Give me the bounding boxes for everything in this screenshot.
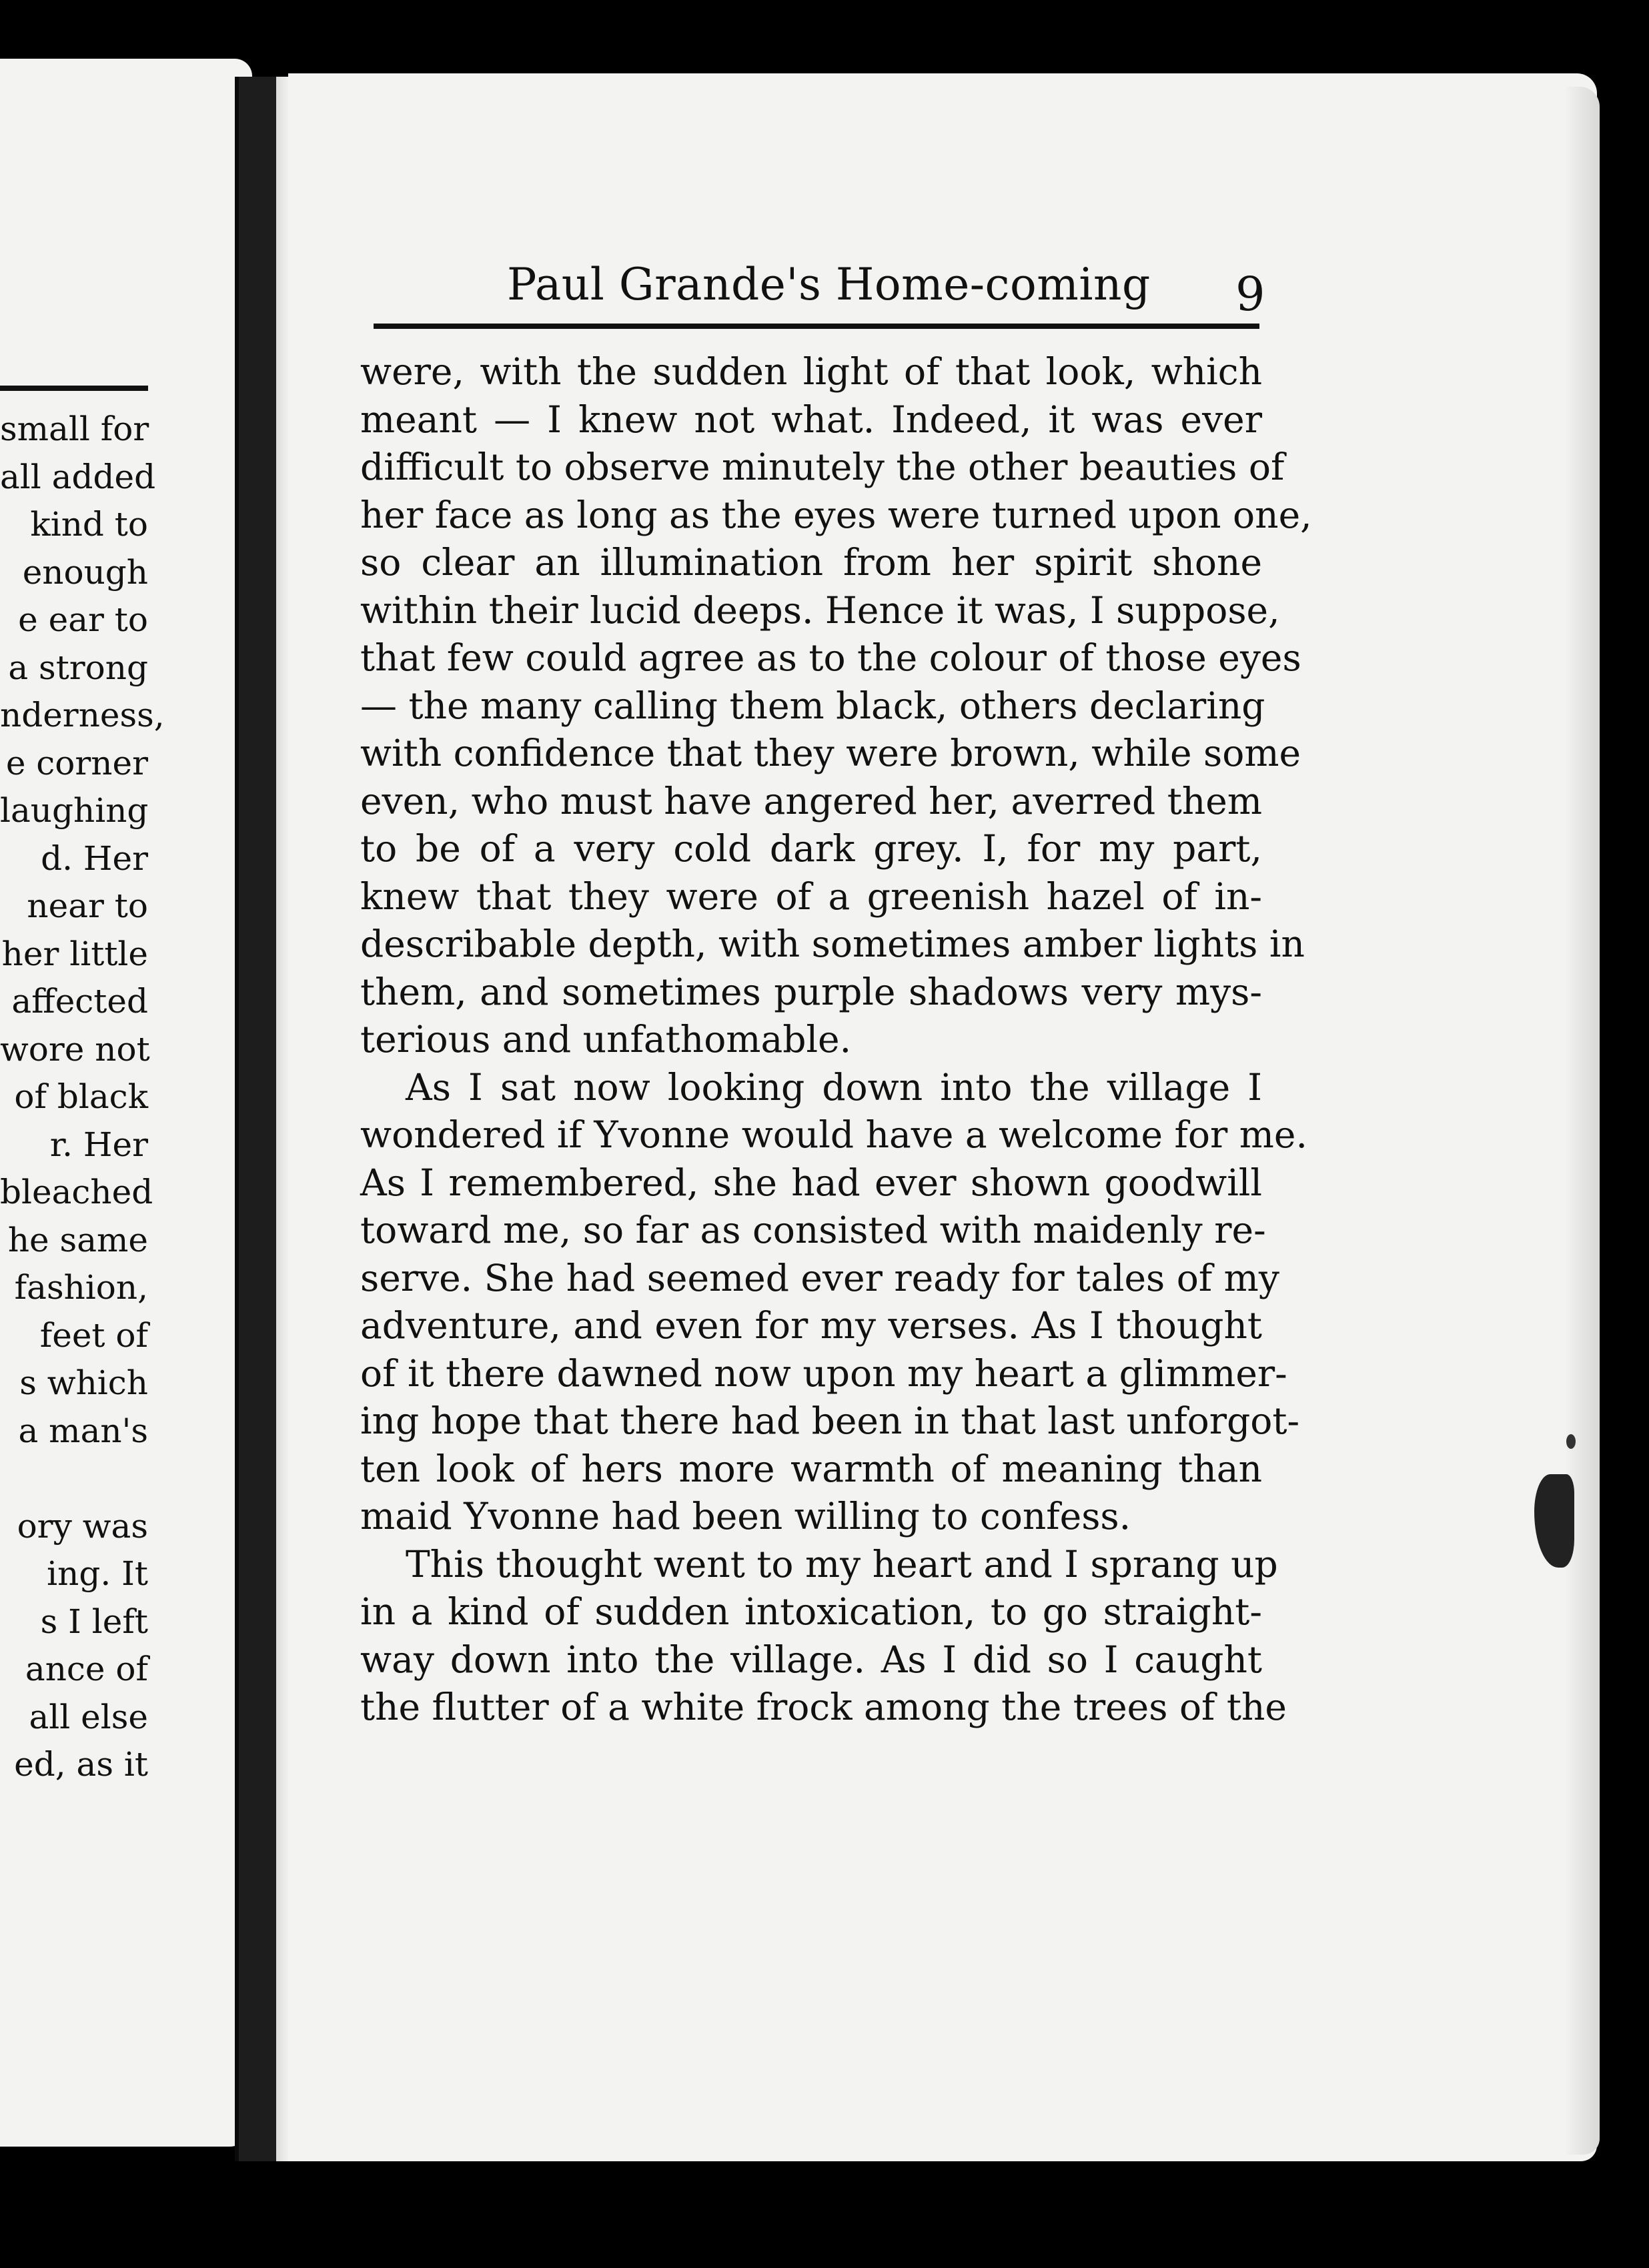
left-line: kind to xyxy=(30,505,148,544)
left-line: a strong xyxy=(8,648,148,687)
left-page-text xyxy=(0,406,165,1789)
text-line: even, who must have angered her, averred them xyxy=(360,779,1262,822)
left-line: ance of xyxy=(25,1650,148,1688)
text-line: As I remembered, she had ever shown goodwill xyxy=(360,1161,1262,1204)
left-line: ing. It xyxy=(47,1554,148,1593)
left-line: all else xyxy=(29,1697,148,1736)
text-line: maid Yvonne had been willing to confess. xyxy=(360,1495,1131,1538)
left-line: d. Her xyxy=(41,838,148,878)
paragraph xyxy=(360,348,1312,1064)
left-line: s I left xyxy=(40,1602,148,1641)
text-line: toward me, so far as consisted with maidenly re- xyxy=(360,1209,1266,1251)
spine-edge xyxy=(276,77,288,2161)
running-head: Paul Grande's Home-coming xyxy=(507,259,1151,310)
text-line: the flutter of a white frock among the trees of the xyxy=(360,1686,1287,1728)
text-line: adventure, and even for my verses. As I thought xyxy=(360,1304,1262,1347)
text-line: describable depth, with sometimes amber lights in xyxy=(360,923,1305,965)
text-line: ing hope that there had been in that last unforgot- xyxy=(360,1399,1300,1442)
text-line: within their lucid deeps. Hence it was, I suppose, xyxy=(360,588,1280,632)
paragraph xyxy=(360,1541,1287,1732)
left-line: he same xyxy=(7,1220,148,1259)
left-line: all added xyxy=(0,457,156,496)
text-line: that few could agree as to the colour of those eyes xyxy=(360,636,1301,679)
text-line: with confidence that they were brown, while some xyxy=(360,732,1301,774)
text-line: of it there dawned now upon my heart a glimmer- xyxy=(360,1351,1287,1395)
text-line: — the many calling them black, others declaring xyxy=(360,684,1265,727)
text-line: As I sat now looking down into the village I xyxy=(406,1065,1262,1109)
body-text xyxy=(360,348,1312,1732)
left-line: e corner xyxy=(5,743,148,782)
left-line: ed, as it xyxy=(14,1745,148,1784)
left-line: r. Her xyxy=(49,1125,148,1164)
left-line: s which xyxy=(19,1363,148,1402)
left-line: wore not xyxy=(0,1029,150,1069)
right-page-edge xyxy=(1566,87,1600,2155)
left-line: nderness, xyxy=(0,696,165,734)
left-line: ory was xyxy=(17,1506,148,1546)
text-line: This thought went to my heart and I sprang up xyxy=(406,1542,1278,1586)
text-line: knew that they were of a greenish hazel of in- xyxy=(360,875,1262,918)
text-line: serve. She had seemed ever ready for tales of my xyxy=(360,1256,1279,1299)
left-line: e ear to xyxy=(18,600,148,639)
left-page-header-rule xyxy=(0,386,148,391)
left-line: laughing xyxy=(0,791,149,830)
text-line: difficult to observe minutely the other beauties of xyxy=(360,446,1285,488)
left-line: of black xyxy=(14,1077,148,1116)
text-line: ten look of hers more warmth of meaning than xyxy=(360,1447,1262,1490)
left-line: affected xyxy=(11,982,148,1021)
text-line: way down into the village. As I did so I caught xyxy=(360,1638,1262,1681)
left-line: near to xyxy=(27,887,148,925)
ink-blot-small xyxy=(1566,1434,1576,1449)
left-line: bleached xyxy=(0,1173,153,1211)
text-line: were, with the sudden light of that look, which xyxy=(360,350,1262,393)
left-line: fashion, xyxy=(14,1268,148,1307)
header-rule xyxy=(374,324,1259,329)
left-line-blank xyxy=(0,1455,148,1503)
left-line: feet of xyxy=(39,1315,148,1355)
left-line: her little xyxy=(1,934,148,973)
text-line: wondered if Yvonne would have a welcome for me. xyxy=(360,1113,1307,1156)
text-line: her face as long as the eyes were turned upon one, xyxy=(360,493,1312,536)
left-line: a man's xyxy=(18,1411,148,1450)
text-line: so clear an illumination from her spirit shone xyxy=(360,541,1262,584)
page-number: 9 xyxy=(1235,267,1265,322)
text-line: to be of a very cold dark grey. I, for my part, xyxy=(360,827,1262,870)
text-line: meant — I knew not what. Indeed, it was ever xyxy=(360,398,1262,441)
paragraph xyxy=(360,1064,1307,1541)
text-line: them, and sometimes purple shadows very mys- xyxy=(360,970,1262,1013)
text-line: in a kind of sudden intoxication, to go straight- xyxy=(360,1590,1262,1633)
left-line: small for xyxy=(0,410,149,448)
text-line: terious and unfathomable. xyxy=(360,1018,852,1061)
left-page xyxy=(0,59,252,2147)
left-line: enough xyxy=(22,552,148,592)
